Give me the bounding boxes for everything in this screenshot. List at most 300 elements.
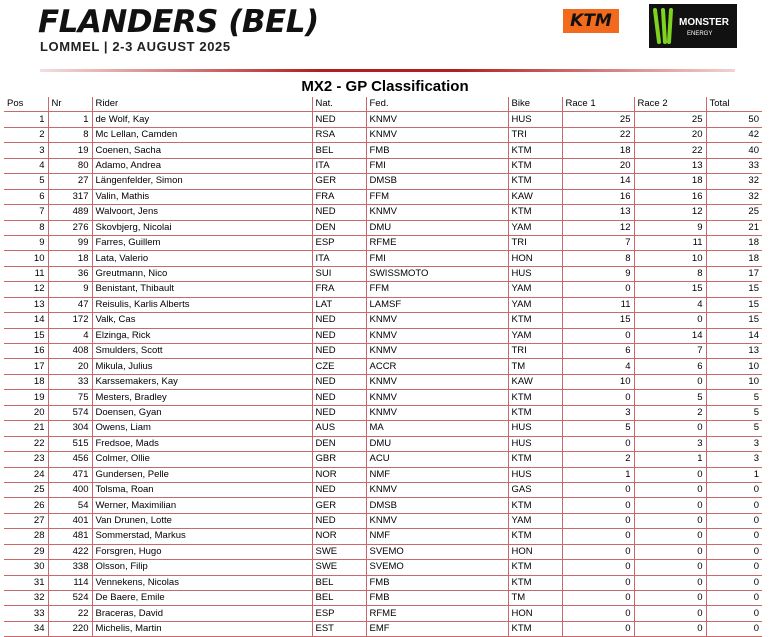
cell-race2: 0 bbox=[634, 591, 706, 606]
cell-race2: 0 bbox=[634, 498, 706, 513]
cell-rider: Elzinga, Rick bbox=[92, 328, 312, 343]
cell-nr: 80 bbox=[48, 158, 92, 173]
cell-fed: FFM bbox=[366, 189, 508, 204]
cell-fed: SVEMO bbox=[366, 544, 508, 559]
cell-fed: RFME bbox=[366, 235, 508, 250]
cell-total: 10 bbox=[706, 374, 762, 389]
cell-bike: HUS bbox=[508, 421, 562, 436]
cell-race1: 4 bbox=[562, 359, 634, 374]
cell-nr: 19 bbox=[48, 143, 92, 158]
cell-total: 0 bbox=[706, 560, 762, 575]
cell-nr: 489 bbox=[48, 205, 92, 220]
cell-nat: SWE bbox=[312, 560, 366, 575]
table-row bbox=[4, 621, 762, 636]
cell-race1: 0 bbox=[562, 529, 634, 544]
table-row bbox=[4, 251, 762, 266]
cell-bike: TM bbox=[508, 359, 562, 374]
cell-rider: Valk, Cas bbox=[92, 313, 312, 328]
cell-race1: 13 bbox=[562, 205, 634, 220]
cell-pos: 10 bbox=[4, 251, 48, 266]
table-row bbox=[4, 143, 762, 158]
cell-nr: 20 bbox=[48, 359, 92, 374]
cell-fed: KNMV bbox=[366, 205, 508, 220]
cell-bike: KTM bbox=[508, 452, 562, 467]
cell-nat: SWE bbox=[312, 544, 366, 559]
cell-bike: KAW bbox=[508, 189, 562, 204]
cell-fed: EMF bbox=[366, 621, 508, 636]
cell-nr: 317 bbox=[48, 189, 92, 204]
cell-rider: Mikula, Julius bbox=[92, 359, 312, 374]
cell-rider: Karssemakers, Kay bbox=[92, 374, 312, 389]
table-row bbox=[4, 452, 762, 467]
cell-fed: FMB bbox=[366, 575, 508, 590]
cell-race2: 18 bbox=[634, 174, 706, 189]
ktm-logo: KTM bbox=[563, 9, 619, 33]
cell-total: 0 bbox=[706, 498, 762, 513]
cell-total: 5 bbox=[706, 390, 762, 405]
cell-nat: DEN bbox=[312, 436, 366, 451]
cell-bike: TRI bbox=[508, 235, 562, 250]
cell-rider: Van Drunen, Lotte bbox=[92, 513, 312, 528]
cell-rider: Werner, Maximilian bbox=[92, 498, 312, 513]
cell-race2: 0 bbox=[634, 606, 706, 621]
cell-total: 42 bbox=[706, 127, 762, 142]
cell-nat: NED bbox=[312, 390, 366, 405]
cell-nat: BEL bbox=[312, 591, 366, 606]
cell-pos: 1 bbox=[4, 112, 48, 127]
table-row bbox=[4, 282, 762, 297]
cell-nat: FRA bbox=[312, 189, 366, 204]
cell-race2: 0 bbox=[634, 575, 706, 590]
cell-race2: 13 bbox=[634, 158, 706, 173]
table-row bbox=[4, 529, 762, 544]
cell-fed: KNMV bbox=[366, 482, 508, 497]
col-pos: Pos bbox=[4, 97, 48, 112]
cell-nat: SUI bbox=[312, 266, 366, 281]
cell-race2: 0 bbox=[634, 529, 706, 544]
table-row bbox=[4, 421, 762, 436]
cell-rider: Mc Lellan, Camden bbox=[92, 127, 312, 142]
cell-bike: KAW bbox=[508, 374, 562, 389]
cell-rider: Adamo, Andrea bbox=[92, 158, 312, 173]
cell-race1: 0 bbox=[562, 513, 634, 528]
cell-nr: 408 bbox=[48, 344, 92, 359]
cell-nat: NOR bbox=[312, 467, 366, 482]
cell-race2: 1 bbox=[634, 452, 706, 467]
col-fed: Fed. bbox=[366, 97, 508, 112]
cell-nr: 36 bbox=[48, 266, 92, 281]
cell-total: 0 bbox=[706, 529, 762, 544]
cell-bike: HON bbox=[508, 251, 562, 266]
cell-nr: 515 bbox=[48, 436, 92, 451]
cell-total: 3 bbox=[706, 452, 762, 467]
table-row bbox=[4, 591, 762, 606]
cell-race2: 7 bbox=[634, 344, 706, 359]
cell-fed: DMSB bbox=[366, 174, 508, 189]
cell-total: 10 bbox=[706, 359, 762, 374]
cell-pos: 2 bbox=[4, 127, 48, 142]
cell-pos: 14 bbox=[4, 313, 48, 328]
cell-nr: 422 bbox=[48, 544, 92, 559]
table-row bbox=[4, 158, 762, 173]
cell-rider: De Baere, Emile bbox=[92, 591, 312, 606]
cell-nat: NED bbox=[312, 374, 366, 389]
cell-race1: 0 bbox=[562, 606, 634, 621]
cell-race1: 0 bbox=[562, 282, 634, 297]
cell-total: 1 bbox=[706, 467, 762, 482]
cell-bike: KTM bbox=[508, 529, 562, 544]
cell-rider: Walvoort, Jens bbox=[92, 205, 312, 220]
cell-race1: 18 bbox=[562, 143, 634, 158]
cell-pos: 16 bbox=[4, 344, 48, 359]
cell-fed: FMI bbox=[366, 158, 508, 173]
cell-pos: 20 bbox=[4, 405, 48, 420]
cell-nr: 8 bbox=[48, 127, 92, 142]
cell-fed: FMB bbox=[366, 591, 508, 606]
cell-total: 33 bbox=[706, 158, 762, 173]
cell-pos: 12 bbox=[4, 282, 48, 297]
cell-nat: ITA bbox=[312, 158, 366, 173]
cell-nr: 276 bbox=[48, 220, 92, 235]
cell-nat: GER bbox=[312, 498, 366, 513]
cell-race1: 5 bbox=[562, 421, 634, 436]
cell-pos: 15 bbox=[4, 328, 48, 343]
cell-rider: Tolsma, Roan bbox=[92, 482, 312, 497]
cell-rider: Lata, Valerio bbox=[92, 251, 312, 266]
cell-pos: 31 bbox=[4, 575, 48, 590]
cell-total: 18 bbox=[706, 235, 762, 250]
cell-bike: HUS bbox=[508, 436, 562, 451]
cell-bike: TRI bbox=[508, 344, 562, 359]
cell-race1: 0 bbox=[562, 498, 634, 513]
cell-nr: 1 bbox=[48, 112, 92, 127]
cell-total: 21 bbox=[706, 220, 762, 235]
cell-pos: 26 bbox=[4, 498, 48, 513]
cell-pos: 23 bbox=[4, 452, 48, 467]
classification-table bbox=[4, 97, 762, 637]
cell-total: 0 bbox=[706, 575, 762, 590]
cell-nr: 172 bbox=[48, 313, 92, 328]
cell-race2: 16 bbox=[634, 189, 706, 204]
cell-race1: 22 bbox=[562, 127, 634, 142]
cell-nr: 22 bbox=[48, 606, 92, 621]
cell-fed: NMF bbox=[366, 467, 508, 482]
col-race1: Race 1 bbox=[562, 97, 634, 112]
table-row bbox=[4, 575, 762, 590]
cell-race1: 25 bbox=[562, 112, 634, 127]
cell-pos: 22 bbox=[4, 436, 48, 451]
cell-fed: ACCR bbox=[366, 359, 508, 374]
table-row bbox=[4, 390, 762, 405]
cell-nat: NED bbox=[312, 205, 366, 220]
cell-race2: 8 bbox=[634, 266, 706, 281]
cell-nat: AUS bbox=[312, 421, 366, 436]
cell-nat: NED bbox=[312, 112, 366, 127]
cell-race1: 12 bbox=[562, 220, 634, 235]
cell-pos: 4 bbox=[4, 158, 48, 173]
col-nr: Nr bbox=[48, 97, 92, 112]
cell-pos: 5 bbox=[4, 174, 48, 189]
cell-nat: RSA bbox=[312, 127, 366, 142]
cell-race2: 15 bbox=[634, 282, 706, 297]
cell-race1: 0 bbox=[562, 328, 634, 343]
cell-race1: 0 bbox=[562, 436, 634, 451]
table-row bbox=[4, 328, 762, 343]
cell-pos: 32 bbox=[4, 591, 48, 606]
cell-bike: GAS bbox=[508, 482, 562, 497]
cell-nr: 338 bbox=[48, 560, 92, 575]
table-row bbox=[4, 127, 762, 142]
cell-bike: HON bbox=[508, 544, 562, 559]
cell-pos: 6 bbox=[4, 189, 48, 204]
cell-race2: 22 bbox=[634, 143, 706, 158]
cell-race2: 25 bbox=[634, 112, 706, 127]
cell-bike: YAM bbox=[508, 282, 562, 297]
cell-total: 32 bbox=[706, 189, 762, 204]
cell-race1: 0 bbox=[562, 560, 634, 575]
cell-pos: 34 bbox=[4, 621, 48, 636]
cell-race2: 0 bbox=[634, 313, 706, 328]
cell-race1: 0 bbox=[562, 621, 634, 636]
cell-race1: 10 bbox=[562, 374, 634, 389]
cell-race2: 10 bbox=[634, 251, 706, 266]
table-row bbox=[4, 374, 762, 389]
cell-fed: LAMSF bbox=[366, 297, 508, 312]
cell-rider: Forsgren, Hugo bbox=[92, 544, 312, 559]
cell-rider: Greutmann, Nico bbox=[92, 266, 312, 281]
cell-fed: NMF bbox=[366, 529, 508, 544]
cell-race2: 0 bbox=[634, 560, 706, 575]
cell-pos: 27 bbox=[4, 513, 48, 528]
cell-nat: ESP bbox=[312, 606, 366, 621]
cell-rider: Owens, Liam bbox=[92, 421, 312, 436]
cell-bike: YAM bbox=[508, 328, 562, 343]
cell-rider: Skovbjerg, Nicolai bbox=[92, 220, 312, 235]
cell-total: 0 bbox=[706, 544, 762, 559]
cell-nat: FRA bbox=[312, 282, 366, 297]
cell-race1: 1 bbox=[562, 467, 634, 482]
header-divider bbox=[40, 69, 735, 72]
table-row bbox=[4, 359, 762, 374]
table-row bbox=[4, 606, 762, 621]
table-row bbox=[4, 220, 762, 235]
cell-nr: 524 bbox=[48, 591, 92, 606]
cell-fed: DMU bbox=[366, 436, 508, 451]
cell-rider: Michelis, Martin bbox=[92, 621, 312, 636]
cell-nat: DEN bbox=[312, 220, 366, 235]
cell-rider: Olsson, Filip bbox=[92, 560, 312, 575]
cell-rider: Gundersen, Pelle bbox=[92, 467, 312, 482]
cell-bike: HUS bbox=[508, 112, 562, 127]
cell-nat: LAT bbox=[312, 297, 366, 312]
cell-fed: RFME bbox=[366, 606, 508, 621]
cell-total: 17 bbox=[706, 266, 762, 281]
cell-bike: TRI bbox=[508, 127, 562, 142]
cell-total: 0 bbox=[706, 513, 762, 528]
col-rider: Rider bbox=[92, 97, 312, 112]
cell-bike: KTM bbox=[508, 621, 562, 636]
cell-nat: GER bbox=[312, 174, 366, 189]
cell-nr: 27 bbox=[48, 174, 92, 189]
cell-nat: NED bbox=[312, 344, 366, 359]
cell-rider: Mesters, Bradley bbox=[92, 390, 312, 405]
cell-race2: 14 bbox=[634, 328, 706, 343]
table-row bbox=[4, 544, 762, 559]
cell-fed: DMSB bbox=[366, 498, 508, 513]
table-header-row bbox=[4, 97, 762, 112]
cell-nr: 4 bbox=[48, 328, 92, 343]
table-row bbox=[4, 235, 762, 250]
cell-rider: Valin, Mathis bbox=[92, 189, 312, 204]
cell-race1: 9 bbox=[562, 266, 634, 281]
cell-race2: 11 bbox=[634, 235, 706, 250]
cell-total: 3 bbox=[706, 436, 762, 451]
cell-nr: 400 bbox=[48, 482, 92, 497]
cell-bike: HUS bbox=[508, 467, 562, 482]
table-row bbox=[4, 436, 762, 451]
cell-bike: YAM bbox=[508, 220, 562, 235]
event-subtitle: LOMMEL | 2-3 AUGUST 2025 bbox=[40, 39, 231, 54]
table-row bbox=[4, 405, 762, 420]
cell-pos: 11 bbox=[4, 266, 48, 281]
cell-pos: 18 bbox=[4, 374, 48, 389]
cell-fed: FFM bbox=[366, 282, 508, 297]
cell-fed: ACU bbox=[366, 452, 508, 467]
cell-rider: Benistant, Thibault bbox=[92, 282, 312, 297]
cell-fed: KNMV bbox=[366, 112, 508, 127]
cell-race2: 9 bbox=[634, 220, 706, 235]
cell-nat: BEL bbox=[312, 143, 366, 158]
cell-pos: 24 bbox=[4, 467, 48, 482]
cell-race2: 0 bbox=[634, 544, 706, 559]
table-row bbox=[4, 313, 762, 328]
cell-nr: 114 bbox=[48, 575, 92, 590]
table-row bbox=[4, 482, 762, 497]
col-race2: Race 2 bbox=[634, 97, 706, 112]
cell-total: 5 bbox=[706, 405, 762, 420]
cell-total: 13 bbox=[706, 344, 762, 359]
table-row bbox=[4, 297, 762, 312]
cell-rider: Reisulis, Karlis Alberts bbox=[92, 297, 312, 312]
cell-race1: 3 bbox=[562, 405, 634, 420]
cell-fed: DMU bbox=[366, 220, 508, 235]
cell-race1: 0 bbox=[562, 390, 634, 405]
cell-total: 0 bbox=[706, 621, 762, 636]
cell-race2: 0 bbox=[634, 467, 706, 482]
cell-nr: 47 bbox=[48, 297, 92, 312]
col-bike: Bike bbox=[508, 97, 562, 112]
cell-nr: 54 bbox=[48, 498, 92, 513]
cell-bike: HON bbox=[508, 606, 562, 621]
cell-fed: KNMV bbox=[366, 344, 508, 359]
cell-total: 40 bbox=[706, 143, 762, 158]
cell-nr: 481 bbox=[48, 529, 92, 544]
cell-bike: KTM bbox=[508, 313, 562, 328]
cell-pos: 33 bbox=[4, 606, 48, 621]
cell-race1: 16 bbox=[562, 189, 634, 204]
cell-nr: 33 bbox=[48, 374, 92, 389]
cell-rider: Sommerstad, Markus bbox=[92, 529, 312, 544]
cell-nat: EST bbox=[312, 621, 366, 636]
cell-total: 15 bbox=[706, 313, 762, 328]
event-title: FLANDERS (BEL) bbox=[38, 4, 319, 40]
cell-race1: 0 bbox=[562, 544, 634, 559]
col-total: Total bbox=[706, 97, 762, 112]
cell-rider: Smulders, Scott bbox=[92, 344, 312, 359]
cell-bike: KTM bbox=[508, 498, 562, 513]
cell-fed: SWISSMOTO bbox=[366, 266, 508, 281]
cell-nat: NED bbox=[312, 513, 366, 528]
cell-race1: 8 bbox=[562, 251, 634, 266]
cell-race2: 0 bbox=[634, 621, 706, 636]
cell-total: 5 bbox=[706, 421, 762, 436]
cell-rider: de Wolf, Kay bbox=[92, 112, 312, 127]
cell-race1: 0 bbox=[562, 591, 634, 606]
cell-nat: NED bbox=[312, 482, 366, 497]
cell-pos: 25 bbox=[4, 482, 48, 497]
cell-bike: KTM bbox=[508, 205, 562, 220]
cell-race2: 5 bbox=[634, 390, 706, 405]
cell-total: 18 bbox=[706, 251, 762, 266]
cell-fed: KNMV bbox=[366, 390, 508, 405]
cell-fed: KNMV bbox=[366, 405, 508, 420]
table-row bbox=[4, 205, 762, 220]
cell-race1: 14 bbox=[562, 174, 634, 189]
cell-total: 50 bbox=[706, 112, 762, 127]
cell-total: 0 bbox=[706, 482, 762, 497]
classification-title: MX2 - GP Classification bbox=[301, 78, 469, 95]
table-row bbox=[4, 266, 762, 281]
cell-race2: 3 bbox=[634, 436, 706, 451]
cell-race1: 15 bbox=[562, 313, 634, 328]
cell-total: 32 bbox=[706, 174, 762, 189]
cell-nr: 574 bbox=[48, 405, 92, 420]
cell-rider: Coenen, Sacha bbox=[92, 143, 312, 158]
table-row bbox=[4, 112, 762, 127]
cell-nr: 471 bbox=[48, 467, 92, 482]
cell-fed: FMB bbox=[366, 143, 508, 158]
cell-rider: Colmer, Ollie bbox=[92, 452, 312, 467]
cell-bike: KTM bbox=[508, 405, 562, 420]
cell-race2: 0 bbox=[634, 421, 706, 436]
monster-logo-subtext: ENERGY bbox=[687, 31, 713, 37]
cell-bike: KTM bbox=[508, 560, 562, 575]
table-row bbox=[4, 513, 762, 528]
cell-race1: 0 bbox=[562, 575, 634, 590]
cell-nr: 18 bbox=[48, 251, 92, 266]
cell-bike: KTM bbox=[508, 143, 562, 158]
cell-race1: 2 bbox=[562, 452, 634, 467]
cell-bike: KTM bbox=[508, 390, 562, 405]
cell-race2: 6 bbox=[634, 359, 706, 374]
cell-pos: 30 bbox=[4, 560, 48, 575]
monster-logo-text: MONSTER bbox=[679, 17, 729, 28]
cell-pos: 7 bbox=[4, 205, 48, 220]
cell-pos: 29 bbox=[4, 544, 48, 559]
cell-total: 25 bbox=[706, 205, 762, 220]
cell-rider: Vennekens, Nicolas bbox=[92, 575, 312, 590]
cell-bike: KTM bbox=[508, 158, 562, 173]
cell-nat: NED bbox=[312, 313, 366, 328]
table-row bbox=[4, 344, 762, 359]
cell-fed: MA bbox=[366, 421, 508, 436]
cell-rider: Farres, Guillem bbox=[92, 235, 312, 250]
col-nat: Nat. bbox=[312, 97, 366, 112]
cell-race2: 20 bbox=[634, 127, 706, 142]
cell-fed: FMI bbox=[366, 251, 508, 266]
cell-nr: 220 bbox=[48, 621, 92, 636]
table-row bbox=[4, 174, 762, 189]
